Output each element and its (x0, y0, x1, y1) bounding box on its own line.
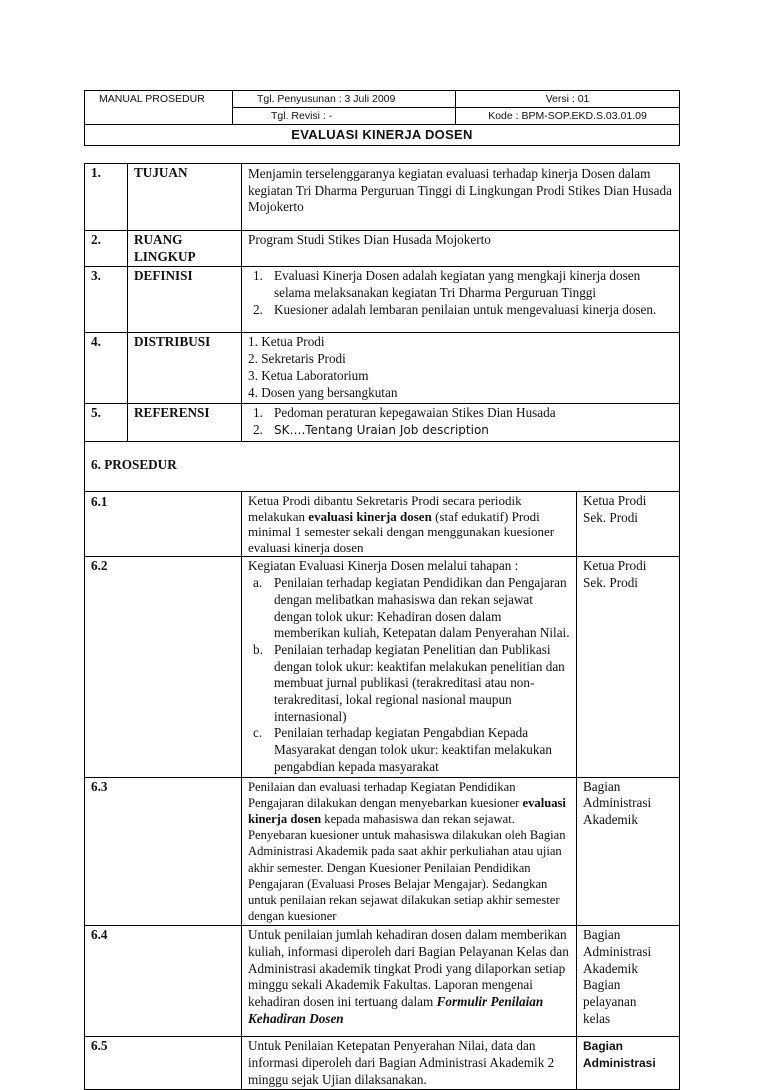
list-marker: 2. (253, 422, 263, 438)
section-row-definisi (85, 267, 680, 333)
responsible-line: Sek. Prodi (583, 510, 638, 526)
section-row-tujuan (85, 164, 680, 231)
section-label: REFERENSI (128, 404, 242, 442)
tgl-penyusunan: Tgl. Penyusunan : 3 Juli 2009 (233, 91, 456, 108)
list-item (248, 422, 673, 439)
step-text: Untuk Penilaian Ketepatan Penyerahan Nilai, data dan informasi diperoleh dari Bagian Administrasi Akademik 2 minggu sejak Ujian dilaksanakan. (242, 1037, 577, 1090)
step-responsible (577, 557, 680, 777)
responsible-line: Bagian (583, 1039, 624, 1054)
step-text-part: Penilaian dan evaluasi terhadap Kegiatan Pendidikan Pengajaran dilakukan dengan menyebarkan kuesioner (248, 779, 523, 810)
step-text-part: Ketua Prodi dibantu Sekretaris Prodi secara periodik melakukan (248, 493, 522, 524)
section-label: DEFINISI (128, 267, 242, 333)
list-marker: 1. (253, 268, 263, 284)
procedure-table (84, 163, 680, 1090)
step-intro: Kegiatan Evaluasi Kinerja Dosen melalui tahapan : (248, 558, 519, 574)
step-number: 6.4 (85, 926, 242, 1037)
list-marker: c. (253, 725, 263, 741)
list-text: SK….Tentang Uraian Job description (274, 423, 489, 438)
section-text (242, 267, 680, 333)
tujuan-line: Menjamin terselenggaranya kegiatan evaluasi terhadap kinerja Dosen dalam kegiatan Tri Dharma Perguruan Tinggi di Lingkungan Prodi Stikes Dian Husada Mojokerto (248, 166, 672, 215)
list-marker: a. (253, 575, 263, 591)
section-number: 2. (85, 231, 128, 267)
responsible-line: Sek. Prodi (583, 575, 638, 591)
formulir-title: Formulir Penilaian Kehadiran Dosen (248, 994, 544, 1026)
responsible-line: Bagian (583, 977, 621, 993)
step-row-6-2 (85, 557, 680, 777)
section-row-referensi (85, 404, 680, 442)
step-text-bold: evaluasi kinerja dosen (248, 795, 566, 826)
step-text (242, 926, 577, 1037)
list-item (248, 268, 673, 301)
distribusi-item: 4. Dosen yang bersangkutan (248, 384, 398, 400)
prosedur-heading-row (85, 442, 680, 492)
section-label: TUJUAN (128, 164, 242, 231)
manual-label: MANUAL PROSEDUR (85, 91, 233, 125)
step-number: 6.1 (85, 492, 242, 557)
list-item (248, 302, 673, 319)
step-row-6-4 (85, 926, 680, 1037)
section-text (242, 404, 680, 442)
responsible-line: Bagian (583, 927, 621, 943)
list-item (248, 405, 673, 422)
distribusi-item: 2. Sekretaris Prodi (248, 351, 346, 367)
responsible-line: Ketua Prodi (583, 493, 647, 509)
list-text: Kuesioner adalah lembaran penilaian untuk mengevaluasi kinerja dosen. (274, 301, 657, 317)
list-text: Evaluasi Kinerja Dosen adalah kegiatan yang mengkaji kinerja dosen selama melaksanakan kegiatan Tri Dharma Perguruan Tinggi (274, 268, 641, 301)
tujuan-lines (248, 166, 673, 216)
step-row-6-1 (85, 492, 680, 557)
list-text: Penilaian terhadap kegiatan Penelitian dan Publikasi dengan tolok ukur: keaktifan melakukan penelitian dan membuat jurnal publikasi (terakreditasi atau non-terakreditasi, lokal regional nasional maupun internasional) (274, 641, 565, 724)
referensi-list (248, 405, 673, 438)
distribusi-item: 3. Ketua Laboratorium (248, 367, 369, 383)
versi: Versi : 01 (456, 91, 680, 108)
responsible-line: Bagian (583, 778, 621, 794)
step-row-6-3 (85, 777, 680, 926)
step-number: 6.3 (85, 777, 242, 926)
distribusi-item: 1. Ketua Prodi (248, 334, 325, 350)
section-number: 5. (85, 404, 128, 442)
section-label: DISTRIBUSI (128, 333, 242, 404)
tgl-revisi: Tgl. Revisi : - (233, 108, 456, 125)
responsible-line: Administrasi (583, 795, 652, 811)
prosedur-heading: 6. PROSEDUR (85, 442, 680, 492)
step-text-part: kepada mahasiswa dan rekan sejawat. Penyebaran kuesioner untuk mahasiswa dilakukan oleh Bagian Administrasi Akademik pada saat akhir perkuliahan atau ujian akhir semester. Dengan Kuesioner Penilaian Pendidikan Pengajaran (Evaluasi Proses Belajar Mengajar). Sedangkan untuk penilaian rekan sejawat dilakukan setiap akhir semester dengan kuesioner (248, 811, 566, 924)
list-text: Penilaian terhadap kegiatan Pengabdian Kepada Masyarakat dengan tolok ukur: keaktifan melakukan pengabdian kepada masyarakat (274, 725, 552, 774)
list-marker: 2. (253, 301, 263, 317)
section-text (242, 333, 680, 404)
section-number: 1. (85, 164, 128, 231)
step-responsible (577, 926, 680, 1037)
list-item (248, 575, 570, 642)
responsible-line: pelayanan (583, 994, 637, 1010)
section-text (242, 164, 680, 231)
document-header (84, 90, 680, 146)
list-item (248, 725, 570, 775)
section-text: Program Studi Stikes Dian Husada Mojokerto (242, 231, 680, 267)
step-text-part: (staf edukatif) Prodi minimal 1 semester sekali dengan menggunakan kuesioner evaluasi kinerja dosen (248, 508, 555, 555)
responsible-line: Akademik (583, 960, 638, 976)
step-number: 6.5 (85, 1037, 242, 1090)
step-text (242, 557, 577, 777)
responsible-line: kelas (583, 1010, 611, 1026)
list-marker: 1. (253, 405, 263, 421)
step-responsible (577, 1037, 680, 1090)
step-responsible (577, 492, 680, 557)
step-number: 6.2 (85, 557, 242, 777)
section-label: RUANG LINGKUP (128, 231, 242, 267)
definisi-list (248, 268, 673, 318)
section-number: 3. (85, 267, 128, 333)
list-text: Penilaian terhadap kegiatan Pendidikan dan Pengajaran dengan melibatkan mahasiswa dan rekan sejawat dengan tolok ukur: Kehadiran dosen dalam memberikan kuliah, Ketepatan dalam Penyerahan Nilai. (274, 575, 570, 641)
list-text: Pedoman peraturan kepegawaian Stikes Dian Husada (274, 405, 556, 421)
step-row-6-5 (85, 1037, 680, 1090)
kode: Kode : BPM-SOP.EKD.S.03.01.09 (456, 108, 680, 125)
section-row-distribusi (85, 333, 680, 404)
step-responsible (577, 777, 680, 926)
list-marker: b. (253, 641, 263, 657)
list-item (248, 642, 570, 726)
responsible-line: Akademik (583, 811, 638, 827)
responsible-line: Ketua Prodi (583, 558, 647, 574)
section-number: 4. (85, 333, 128, 404)
step-text (242, 777, 577, 926)
step-text-bold: evaluasi kinerja dosen (308, 508, 432, 524)
section-row-ruang-lingkup (85, 231, 680, 267)
step-text-part: Untuk penilaian jumlah kehadiran dosen dalam memberikan kuliah, informasi diperoleh dari Bagian Pelayanan Kelas dan Administrasi akademik tingkat Prodi yang dilaporkan setiap minggu sekali Akademik Fakultas. Laporan mengenai kehadiran dosen ini tertuang dalam (248, 927, 569, 1010)
step-text (242, 492, 577, 557)
responsible-line: Administrasi (583, 944, 652, 960)
responsible-line: Administrasi (583, 1056, 656, 1071)
document-title: EVALUASI KINERJA DOSEN (85, 125, 680, 146)
tahapan-list (248, 575, 570, 775)
